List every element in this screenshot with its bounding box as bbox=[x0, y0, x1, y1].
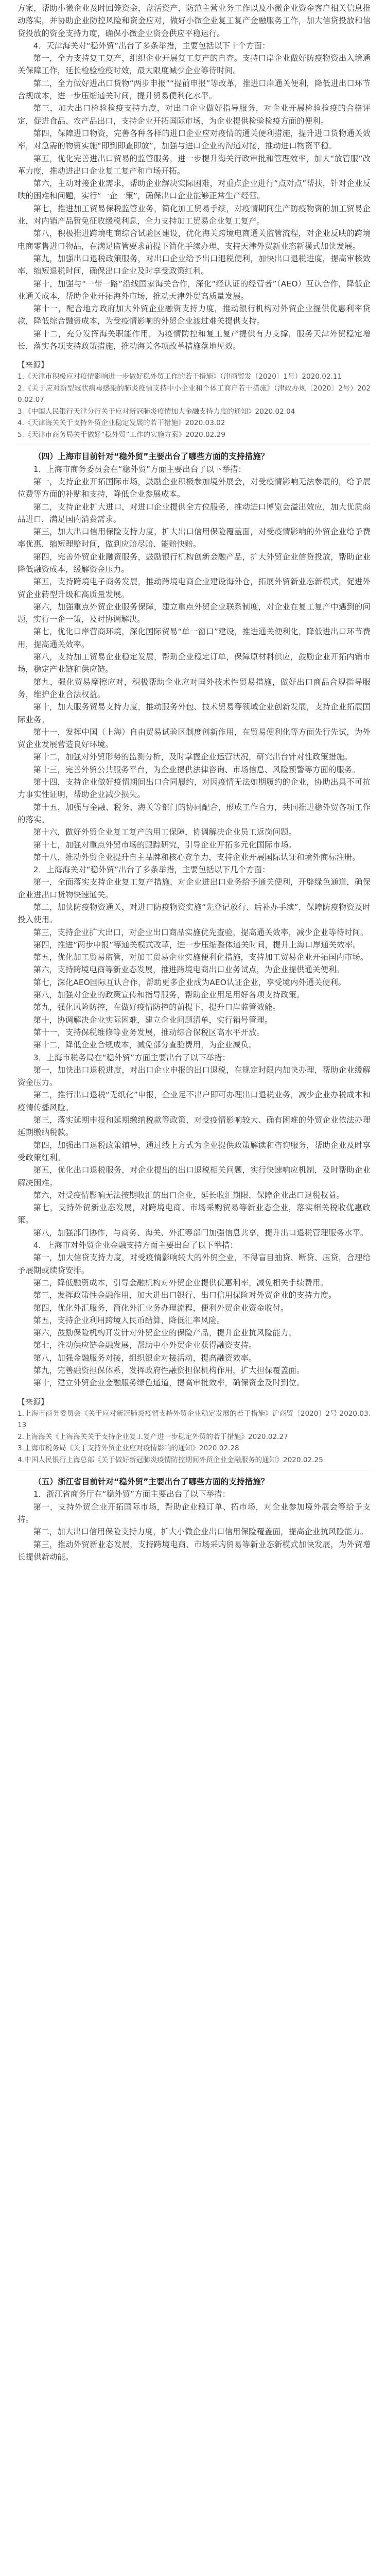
shanghai-item-20: 第二，加快防疫物资通关，对进口防疫物资实施“先登记放行、后补办手续”，保障防疫物资及时投入使用。 bbox=[17, 903, 371, 925]
shanghai-item-38: 第七，支持外贸新业态发展，对跨境电商、市场采购贸易等新业态企业，落实相关税收优惠政策。 bbox=[17, 1203, 371, 1225]
shanghai-item-25: 第七，深化AEO国际互认合作，帮助更多企业成为AEO认证企业，享受境内外通关便利。 bbox=[33, 977, 346, 987]
shanghai-item-49: 第九，完善融资担保体系，发挥政府性融资担保机构作用，扩大担保覆盖面。 bbox=[33, 1365, 305, 1375]
tianjin-source-4: 5.《天津市商务局关于做好“稳外贸”工作的实施方案》2020.02.29 bbox=[17, 430, 225, 439]
shanghai-item-12: 第十三，完善外贸公共服务平台，为企业提供法律咨询、市场信息、风险预警等方面的服务。 bbox=[33, 765, 360, 774]
shanghai-intro: 1．上海市商务委员会在“稳外贸”方面主要出台了以下举措： bbox=[33, 464, 247, 474]
shanghai-item-17: 第十八，推动外贸企业提升自主品牌和核心竞争力，支持企业开展国际认证和境外商标注册。 bbox=[33, 852, 360, 862]
tianjin-item-2: 第二，全力做好进出口货物“两步申报”“提前申报”等改革，推进口岸通关便利，降低进出口环节合规成本，进一步压缩通关时间，提升贸易便利化水平。 bbox=[17, 78, 371, 101]
shanghai-item-36: 第五，优化出口退税服务，对企业提出的出口退税相关问题，实行快速响应机制，及时帮助企业解决困难。 bbox=[17, 1165, 371, 1188]
shanghai-item-24: 第六，支持跨境电商等新业态发展，推进跨境电商出口业务试点，为企业提供通关便利。 bbox=[33, 965, 344, 975]
shanghai-item-10: 第十一，发挥中国（上海）自由贸易试验区制度创新作用，在贸易便利化等方面先行先试，为外贸企业发展营造良好环境。 bbox=[17, 727, 371, 750]
tianjin-source-3: 4.《天津海关关于支持外贸企业稳定发展的若干措施》2020.03.02 bbox=[17, 419, 225, 428]
shanghai-item-35: 第四，加强出口退税政策辅导，通过线上方式为企业提供政策解读和咨询服务，帮助企业及时享受政策红利。 bbox=[17, 1140, 371, 1162]
shanghai-source-2: 3.上海市税务局《关于支持外贸企业应对疫情影响的通知》2020.02.28 bbox=[17, 1444, 239, 1453]
tianjin-item-11: 第十一，配合地方政府加大外贸企业融资支持力度，推动银行机构对外贸企业提供优惠利率贷款，降低综合融资成本，为受疫情影响的外贸企业渡过难关提供支持。 bbox=[17, 304, 371, 326]
zhejiang-item-1: 第一，支持外贸企业开拓国际市场，帮助企业稳订单、拓市场，对企业参加境外展会等给予支持。 bbox=[17, 1502, 371, 1524]
shanghai-item-31: 3．上海市税务局在“稳外贸”方面主要出台了以下举措： bbox=[33, 1053, 231, 1062]
shanghai-item-33: 第二，推行出口退税“无纸化”申报，企业足不出户即可办理出口退税业务，减少企业办税成本和疫情传播风险。 bbox=[17, 1090, 371, 1112]
shanghai-item-50: 第十，建立外贸企业金融服务绿色通道，提高审批效率，确保资金及时到位。 bbox=[33, 1378, 305, 1388]
tianjin-source-0: 1.《天津市积极应对疫情影响进一步做好稳外贸工作的若干措施》（津商贸发〔2020〕1号）2020.02.11 bbox=[17, 372, 342, 381]
shanghai-item-7: 第八，支持加工贸易企业稳定发展，帮助企业稳定订单，保障原材料供应，鼓励企业开拓内销市场，稳定产业链和供应链。 bbox=[17, 652, 371, 674]
tianjin-item-5: 第五，优化完善进出口贸易的监管服务，进一步提升海关行政审批和管理效率，加大“放管服”改革力度，推动进出口企业复工复产和市场开拓。 bbox=[17, 154, 371, 176]
tianjin-item-3: 第三，加大出口检验检疫支持力度，对出口企业做好指导服务，对企业开展检验检疫的合格评定，促进食品、农产品出口，支持企业开拓国际市场，为企业提供检验检疫方面的便利。 bbox=[17, 104, 371, 126]
shanghai-section-heading: （四）上海市目前针对“稳外贸”主要出台了哪些方面的支持措施？ bbox=[33, 452, 269, 462]
shanghai-item-30: 第十二，降低企业合规成本，减免部分查验费用，为企业减负。 bbox=[33, 1040, 257, 1050]
shanghai-source-3: 4.中国人民银行上海总部《关于做好新冠肺炎疫情防控期间外贸企业金融服务的通知》2020.02.25 bbox=[17, 1455, 323, 1464]
tianjin-sources-heading: 【来源】 bbox=[17, 360, 49, 370]
tianjin-item-7: 第七，推进加工贸易保税监管业务，简化加工贸易手续，对疫情期间生产防疫物资的加工贸易企业，对内销产品暂免征收缓税利息，全力支持加工贸易企业复工复产。 bbox=[17, 204, 371, 226]
shanghai-item-34: 第三，落实延期申报和延期缴纳税款等政策，对受疫情影响较大、确有困难的外贸企业依法办理延期缴纳税款。 bbox=[17, 1115, 371, 1138]
shanghai-item-9: 第十，加大服务贸易支持力度，推动服务外包、技术贸易等领域企业创新发展，支持企业拓展国际业务。 bbox=[17, 702, 371, 724]
shanghai-item-27: 第九，强化风险防控，在做好疫情防控的前提下，提升口岸监管效能。 bbox=[33, 1003, 281, 1012]
shanghai-item-47: 第七，推动供应链金融发展，帮助中小外贸企业获得融资支持。 bbox=[33, 1341, 257, 1350]
zhejiang-item-3: 第三，推动外贸新业态发展，支持跨境电商、市场采购贸易等新业态新模式加快发展，为外贸增长提供新动能。 bbox=[17, 1539, 371, 1562]
shanghai-item-0: 第一，支持企业开拓国际市场，鼓励企业积极参加境外展会，对受疫情影响无法参展的，给予展位费等方面的补贴和支持，降低企业参展成本。 bbox=[17, 477, 371, 499]
shanghai-item-13: 第十四，支持企业做好疫情期间出口合同履约，对因疫情无法如期履约的企业，协助出具不可抗力事实性证明，帮助企业减少损失。 bbox=[17, 777, 371, 800]
shanghai-item-44: 第四，优化外汇服务，简化外汇业务办理流程，便利外贸企业资金收付。 bbox=[33, 1303, 289, 1313]
shanghai-item-21: 第三，支持企业扩大出口，对企业出口商品实施优先查验，提高通关效率，减少企业等待时间。 bbox=[33, 927, 369, 937]
shanghai-item-41: 第一，加大信贷支持力度，对受疫情影响较大的外贸企业，不得盲目抽贷、断贷、压贷，合理给予展期或续贷安排。 bbox=[17, 1253, 371, 1275]
shanghai-item-45: 第五，支持企业利用跨境人民币结算，降低汇率风险。 bbox=[33, 1315, 225, 1325]
tianjin-item-8: 第八，积极推进跨境电商综合试验区建设，优化海关跨境电商通关监管流程，对企业反映的跨境电商零售进口物品，在满足监管要求前提下简化手续办理，支持天津外贸新业态新模式加快发展。 bbox=[17, 229, 371, 251]
shanghai-item-14: 第十五，加强与金融、税务、海关等部门的协同配合，形成工作合力，共同推进稳外贸各项工作的落实。 bbox=[17, 802, 371, 824]
tianjin-item-9: 第九，加强出口退税政策服务，对出口企业给予出口退税便利，加快出口退税进度，提高审核效率，缩短退税时间，确保出口企业及时享受政策红利。 bbox=[17, 253, 371, 276]
shanghai-item-42: 第二，降低融资成本，引导金融机构对外贸企业提供优惠利率，减免相关手续费用。 bbox=[33, 1278, 328, 1287]
shanghai-item-28: 第十，协调解决企业实际困难，建立企业问题清单，实行销号管理。 bbox=[33, 1015, 273, 1025]
shanghai-item-2: 第三，加大出口信用保险支持力度，扩大出口信用保险覆盖面，对受疫情影响的外贸企业给予费率优惠，缩短理赔时间，做到应赔尽赔、能赔快赔。 bbox=[17, 527, 371, 549]
shanghai-item-6: 第七，优化口岸营商环境，深化国际贸易“单一窗口”建设，推进通关便利化，降低进出口环节费用，提高通关效率。 bbox=[17, 627, 371, 649]
shanghai-item-40: 4．上海市对外贸企业金融支持方面主要出台了以下举措： bbox=[33, 1241, 238, 1250]
tianjin-source-1: 2.《关于应对新型冠状病毒感染的肺炎疫情支持中小企业和个体工商户若干措施》（津政办规〔2020〕2号）2020.02.07 bbox=[17, 384, 371, 404]
shanghai-item-26: 第八，加强对企业的政策宣传和指导服务，帮助企业用足用好各项支持政策。 bbox=[33, 990, 305, 1000]
shanghai-item-22: 第四，推进“两步申报”等通关模式改革，进一步压缩整体通关时间，提升上海口岸通关效率。 bbox=[33, 940, 361, 950]
tianjin-source-2: 3.《中国人民银行天津分行关于应对新冠肺炎疫情加大金融支持力度的通知》2020.02.04 bbox=[17, 407, 295, 416]
shanghai-item-16: 第十七，加强对重点外贸市场的跟踪研究，引导企业开拓多元化国际市场。 bbox=[33, 840, 296, 850]
shanghai-item-39: 第八，加强部门协作，与商务、海关、外汇等部门加强信息共享，提升出口退税管理服务水平。 bbox=[33, 1228, 369, 1238]
zhejiang-item-0: 1．浙江省商务厅在“稳外贸”方面主要出台了以下举措： bbox=[33, 1489, 231, 1499]
shanghai-source-0: 1.上海市商务委员会《关于应对新冠肺炎疫情支持外贸企业稳定发展的若干措施》沪商贸〔2020〕2号 2020.03.13 bbox=[17, 1409, 371, 1430]
shanghai-item-5: 第六，加强重点外贸企业服务保障，建立重点外贸企业联系制度，对企业在复工复产中遇到的问题，实行一企一策，及时协调解决。 bbox=[17, 602, 371, 624]
tianjin-item-4: 第四，保障进口物资，完善各种各样的进口企业应对疫情的通关便利措施，提升进口货物通关效率，对急需的物资实施“即到即查即放”，加强与进口企业的沟通对接，推动进口物资平稳。 bbox=[17, 128, 371, 151]
shanghai-item-46: 第六，鼓励保险机构开发针对外贸企业的保险产品，提升企业抗风险能力。 bbox=[33, 1328, 296, 1338]
shanghai-item-48: 第八，加强金融服务对接，组织银企对接活动，提高融资效率。 bbox=[33, 1353, 257, 1363]
shanghai-item-32: 第一，加快出口退税进度，对出口企业申报的出口退税，在规定时限内加快办理，帮助企业缓解资金压力。 bbox=[17, 1065, 371, 1088]
shanghai-item-3: 第四，完善外贸企业融资服务，鼓励银行机构创新金融产品，扩大外贸企业信贷投放，帮助企业降低融资成本，缓解资金压力。 bbox=[17, 552, 371, 574]
shanghai-item-1: 第二，支持企业扩大进口，对进口企业提供全方位服务，推动进口博览会溢出效应，加大优质商品进口，满足国内消费需求。 bbox=[17, 502, 371, 524]
tianjin-item-6: 第六，主动对接企业需求，帮助企业解决实际困难，对重点企业进行“点对点”帮扶，针对企业反映的困难和问题，实行“一企一策”，确保出口企业能够正常生产经营。 bbox=[17, 179, 371, 201]
shanghai-item-37: 第六，对受疫情影响无法按期收汇的出口企业，延长收汇期限，保障企业出口退税权益。 bbox=[33, 1190, 344, 1200]
zhejiang-item-2: 第二，加大出口信用保险支持力度，扩大小微企业出口信用保险覆盖面，提高企业抗风险能力。 bbox=[33, 1527, 369, 1537]
tianjin-item-10: 第十，加强与“一带一路”沿线国家海关合作，深化“经认证的经营者”（AEO）互认合作，降低企业通关成本，帮助企业开拓海外市场，推动天津外贸高质量发展。 bbox=[17, 279, 371, 301]
tianjin-item-1: 第一，全力支持复工复产，组织企业开展复工复产的自查。支持口岸企业做好防疫物资出入境通关保障工作，延长检验检疫时效，最大限度减少企业等待时间。 bbox=[17, 54, 371, 76]
tianjin-item-0: 4．天津海关对“稳外贸”出台了多条举措，主要包括以下十个方面： bbox=[33, 41, 270, 50]
shanghai-item-19: 第一，全面落实支持企业复工复产措施，对企业进出口业务给予通关便利，开辟绿色通道，确保企业进出口货物快速通关。 bbox=[17, 877, 371, 900]
tianjin-intro-tail: 方案，帮助小微企业及时回笼资金，盘活资产，防范主营业务工作以及小微企业资金客户相关信息推动落实，并协助企业防控风险和资金应对，做好小微企业复工复产金融服务工作，加大信贷投放和信贷投放的资金支持力度，确保小微企业资金供应平稳运行。 bbox=[17, 4, 371, 38]
zhejiang-section-heading: （五）浙江省目前针对“稳外贸”主要出台了哪些方面的支持措施？ bbox=[33, 1477, 269, 1487]
shanghai-item-29: 第十一，支持保税维修等业务发展，推动综合保税区高水平开放。 bbox=[33, 1027, 265, 1037]
shanghai-item-23: 第五，优化加工贸易监管，对加工贸易企业实施便利化措施，支持加工贸易企业开拓国内市场。 bbox=[33, 953, 369, 962]
shanghai-source-1: 2.上海海关《上海海关关于支持企业复工复产进一步稳定外贸的若干措施》2020.02.27 bbox=[17, 1432, 288, 1441]
shanghai-item-11: 第十二，加强对外贸形势的监测分析，及时掌握企业运营状况，研究出台针对性政策措施。 bbox=[33, 752, 353, 762]
shanghai-item-18: 2．上海海关对“稳外贸”出台了多条举措，主要包括以下几个方面： bbox=[33, 865, 270, 875]
shanghai-item-43: 第三，发挥政策性金融作用，加大进出口银行、出口信用保险对外贸企业的支持力度。 bbox=[33, 1291, 337, 1300]
tianjin-item-12: 第十二，充分发挥海关职能作用，为疫情防控和复工复产提供有力支撑，服务天津外贸稳定增长，落实各项支持政策措施，推动海关各项改革措施落地见效。 bbox=[17, 329, 371, 351]
shanghai-item-8: 第九，强化贸易摩擦应对，积极帮助企业应对国外技术性贸易措施，做好出口商品合规指导服务，维护企业合法权益。 bbox=[17, 677, 371, 699]
shanghai-item-4: 第五，支持跨境电子商务发展，推动跨境电商企业建设海外仓，拓展外贸新业态新模式，促进外贸企业转型升级和高质量发展。 bbox=[17, 577, 371, 599]
shanghai-item-15: 第十六，做好外贸企业复工复产的用工保障，协调解决企业员工返岗问题。 bbox=[33, 827, 296, 837]
shanghai-sources-heading: 【来源】 bbox=[17, 1397, 49, 1406]
